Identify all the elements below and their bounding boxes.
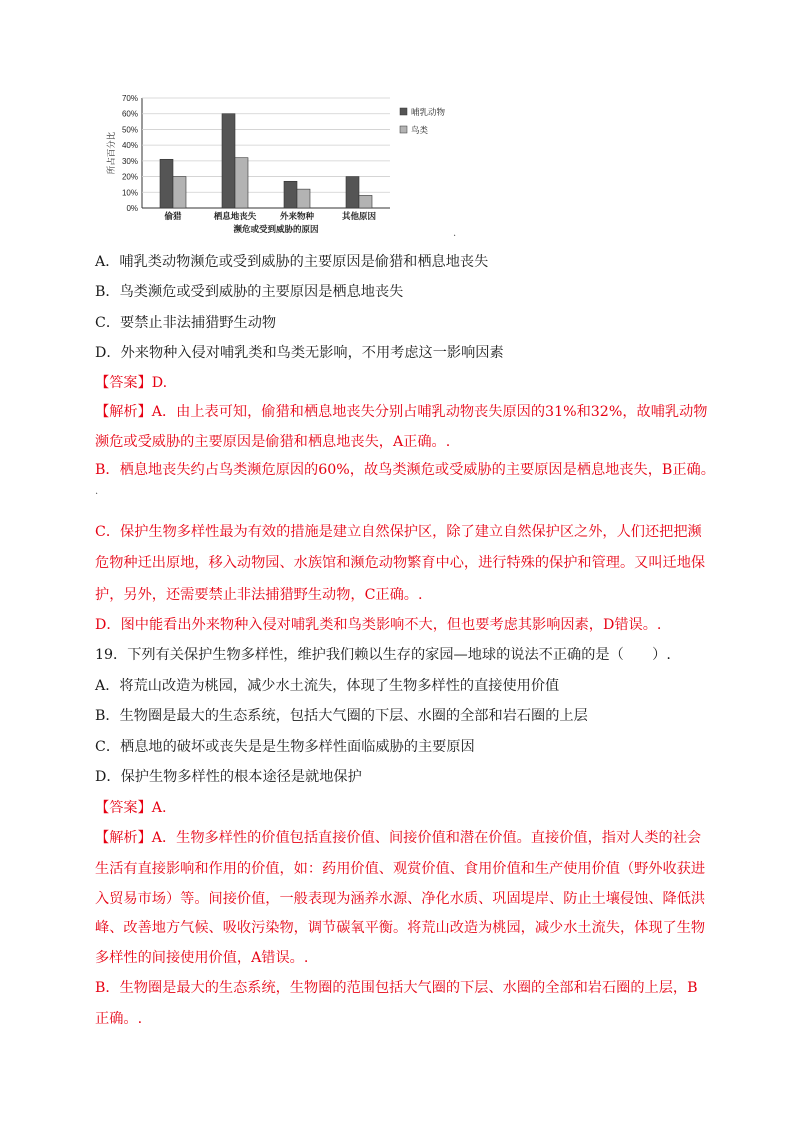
- bar-mammal: [284, 181, 297, 208]
- x-axis-label: 濒危或受到威胁的原因: [233, 225, 319, 235]
- y-tick-label: 20%: [121, 172, 138, 182]
- y-tick-label: 10%: [121, 188, 138, 198]
- y-tick-label: 60%: [121, 109, 138, 119]
- text-line: B．生物圈是最大的生态系统，生物圈的范围包括大气圈的下层、水圈的全部和岩石圈的上层，B: [95, 980, 698, 996]
- text-line: 【答案】A.: [95, 800, 167, 816]
- text-line: A．将荒山改造为桃园，减少水土流失，体现了生物多样性的直接使用价值: [95, 678, 560, 694]
- x-tick-label: 偷猎: [164, 212, 182, 222]
- y-axis-label: 所占百分比: [107, 131, 117, 175]
- text-line: 危物种迁出原地，移入动物园、水族馆和濒危动物繁育中心，进行特殊的保护和管理。又叫迁地保: [95, 555, 706, 571]
- text-line: 19．下列有关保护生物多样性，维护我们赖以生存的家园—地球的说法不正确的是（ ）.: [95, 647, 671, 663]
- text-line: C．保护生物多样性最为有效的措施是建立自然保护区，除了建立自然保护区之外，人们还把把濒: [95, 524, 702, 540]
- bar-chart: [100, 88, 470, 238]
- bar-mammal: [160, 159, 173, 208]
- text-line: A．哺乳类动物濒危或受到威胁的主要原因是偷猎和栖息地丧失: [95, 254, 489, 270]
- text-line: D．图中能看出外来物种入侵对哺乳类和鸟类影响不大，但也要考虑其影响因素，D错误。.: [95, 617, 662, 633]
- bar-mammal: [222, 114, 235, 208]
- x-tick-label: 外来物种: [279, 212, 315, 222]
- legend-swatch: [400, 108, 407, 115]
- y-tick-label: 40%: [121, 141, 138, 151]
- text-line: 【答案】D.: [95, 375, 168, 391]
- text-line: D．外来物种入侵对哺乳类和鸟类无影响，不用考虑这一影响因素: [95, 345, 504, 361]
- y-tick-label: 0%: [126, 204, 138, 213]
- y-tick-label: 50%: [121, 125, 138, 135]
- legend-label: 哺乳动物: [411, 108, 446, 118]
- text-line: 【解析】A．生物多样性的价值包括直接价值、间接价值和潜在价值。直接价值，指对人类的社会: [95, 830, 702, 846]
- y-tick-label: 70%: [121, 94, 138, 103]
- stray-mark: .: [95, 486, 99, 497]
- bar-bird: [235, 158, 248, 208]
- text-line: 正确。.: [95, 1011, 143, 1027]
- text-line: 峰、改善地方气候、吸收污染物，调节碳氧平衡。将荒山改造为桃园，减少水土流失，体现了生物: [95, 920, 706, 936]
- text-line: B．栖息地丧失约占鸟类濒危原因的60%，故鸟类濒危或受威胁的主要原因是栖息地丧失，B正确。: [95, 462, 715, 478]
- text-line: 护，另外，还需要禁止非法捕猎野生动物，C正确。.: [95, 587, 423, 603]
- bar-bird: [359, 195, 372, 208]
- text-line: 多样性的间接使用价值，A错误。.: [95, 950, 309, 966]
- text-line: C．栖息地的破坏或丧失是是生物多样性面临威胁的主要原因: [95, 739, 475, 755]
- text-line: B．鸟类濒危或受到威胁的主要原因是栖息地丧失: [95, 284, 404, 300]
- y-tick-label: 30%: [121, 156, 138, 166]
- stray-mark: .: [453, 228, 457, 239]
- text-line: 【解析】A．由上表可知，偷猎和栖息地丧失分别占哺乳动物丧失原因的31%和32%，故哺乳动物: [95, 404, 708, 420]
- bar-bird: [173, 177, 186, 208]
- x-tick-label: 其他原因: [341, 212, 377, 222]
- legend-label: 鸟类: [411, 126, 429, 136]
- legend-swatch: [400, 126, 407, 133]
- text-line: 入贸易市场）等。间接价值，一般表现为涵养水源、净化水质、巩固堤岸、防止土壤侵蚀、降低洪: [95, 891, 706, 907]
- bar-bird: [297, 189, 310, 208]
- bar-mammal: [346, 177, 359, 208]
- text-line: B．生物圈是最大的生态系统，包括大气圈的下层、水圈的全部和岩石圈的上层: [95, 708, 588, 724]
- text-line: D．保护生物多样性的根本途径是就地保护: [95, 769, 362, 785]
- text-line: 生活有直接影响和作用的价值，如：药用价值、观赏价值、食用价值和生产使用价值（野外收获进: [95, 861, 706, 877]
- x-tick-label: 栖息地丧失: [213, 212, 257, 222]
- text-line: C．要禁止非法捕猎野生动物: [95, 315, 277, 331]
- bar-chart-svg: [100, 88, 470, 238]
- text-line: 濒危或受威胁的主要原因是偷猎和栖息地丧失，A正确。.: [95, 434, 451, 450]
